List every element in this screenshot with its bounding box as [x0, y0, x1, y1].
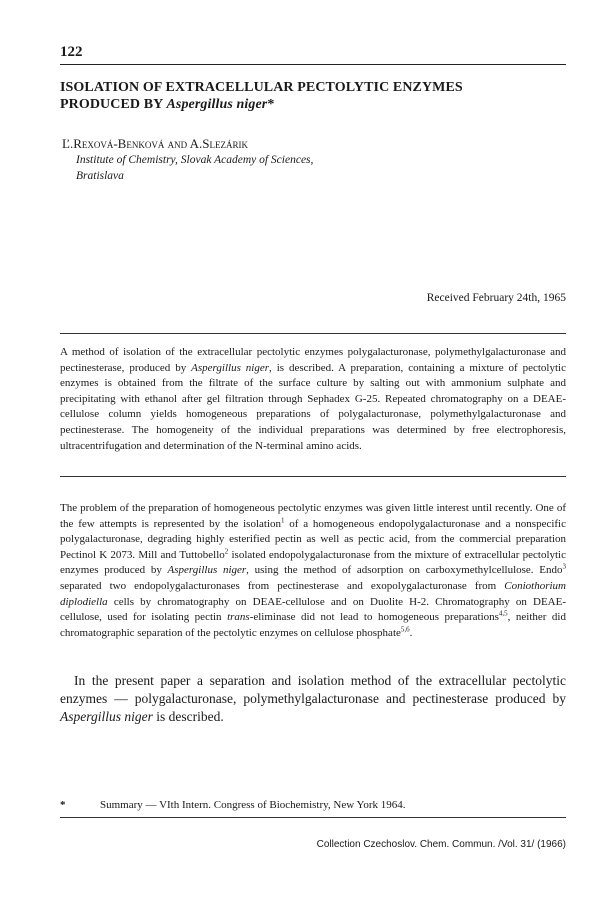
- title-line-2: [60, 96, 566, 113]
- present-paper-paragraph: [60, 672, 566, 726]
- received-date: Received February 24th, 1965: [426, 292, 566, 304]
- present-species: Aspergillus niger: [60, 709, 153, 724]
- abstract-rule-top: [60, 333, 566, 334]
- intro-text: , neither did chromatographic separation of the pectolytic enzymes on cellulose phosphate: [60, 611, 566, 639]
- title-line-1: ISOLATION OF EXTRACELLULAR PECTOLYTIC ENZYMES: [60, 80, 463, 95]
- page-number: 122: [60, 44, 83, 60]
- abstract-part-2: , is described. A preparation, containing a mixture of pectolytic enzymes is obtained from the filtrate of the surface culture by salting out with ammonium sulphate and precipitating with ethanol after gel filtration through Sephadex G-25. Repeated chromatography on a DEAE-cellulose column yields homogeneous preparations of polygalacturonase, polymethylgalacturonase and pectinesterase. The homogeneity of the individual preparations was determined by free electrophoresis, ultracentrifugation and determination of the N-terminal amino acids.: [60, 361, 566, 452]
- footnote-marker: *: [60, 799, 66, 811]
- intro-text: -eliminase did not lead to homogeneous preparations: [249, 611, 499, 624]
- reference-marker: 2: [224, 547, 229, 556]
- intro-paragraph: [60, 501, 566, 641]
- footnote-text: Summary — VIth Intern. Congress of Biochemistry, New York 1964.: [100, 799, 406, 811]
- title-species: Aspergillus niger: [166, 97, 268, 112]
- intro-species: Aspergillus niger: [167, 564, 247, 577]
- reference-marker: 4,5: [498, 609, 508, 618]
- title-prefix: PRODUCED BY: [60, 97, 167, 112]
- authors: Ľ.Rexová-Benková and A.Slezárik: [62, 136, 248, 151]
- reference-marker: 1: [281, 515, 285, 524]
- intro-species: Coniothorium diplodiella: [60, 579, 566, 608]
- header-rule: [60, 64, 566, 65]
- abstract-rule-bottom: [60, 476, 566, 477]
- intro-text: cells by chromatography on DEAE-cellulose and on Duolite H-2. Chromatography on DEAE-cellulose, used for isolating pectin: [60, 595, 566, 624]
- intro-text: , using the method of adsorption on carboxymethylcellulose. Endo: [246, 564, 563, 577]
- affiliation-line-2: Bratislava: [76, 170, 124, 182]
- article-title: [60, 79, 566, 113]
- present-text: is described.: [152, 709, 224, 724]
- intro-text: of a homogeneous endopolygalacturonase and a nonspecific polygalacturonase, degrading highly esterified pectin as well as pectic acid, from the commercial preparation Pectinol K 2073. Mill and Tuttobello: [60, 517, 566, 561]
- reference-marker: 5,6: [400, 625, 410, 634]
- affiliation-line-1: Institute of Chemistry, Slovak Academy of Sciences,: [76, 154, 314, 166]
- abstract: [60, 345, 566, 454]
- footer-rule: [60, 817, 566, 818]
- present-text: In the present paper a separation and isolation method of the extracellular pectolytic enzymes — polygalacturonase, polymethylgalacturonase and pectinesterase produced by: [60, 673, 566, 706]
- footnote: [60, 799, 566, 811]
- reference-marker: 3: [562, 562, 566, 571]
- journal-citation: Collection Czechoslov. Chem. Commun. /Vol. 31/ (1966): [316, 839, 566, 850]
- title-footnote-marker: *: [267, 97, 275, 112]
- abstract-part-1: A method of isolation of the extracellular pectolytic enzymes polygalacturonase, polymethylgalacturonase and pectinesterase, produced by: [60, 346, 566, 374]
- intro-italic-term: trans: [227, 611, 250, 624]
- intro-text: separated two endopolygalacturonases from pectinesterase and exopolygalacturonase from: [60, 579, 505, 592]
- intro-text: .: [409, 626, 413, 639]
- intro-text: The problem of the preparation of homogeneous pectolytic enzymes was given little interest until recently. One of the few attempts is represented by the isolation: [60, 502, 566, 530]
- abstract-species: Aspergillus niger: [191, 361, 270, 374]
- affiliation: [76, 152, 496, 184]
- intro-text: isolated endopolygalacturonase from the mixture of extracellular pectolytic enzymes produced by: [60, 548, 566, 577]
